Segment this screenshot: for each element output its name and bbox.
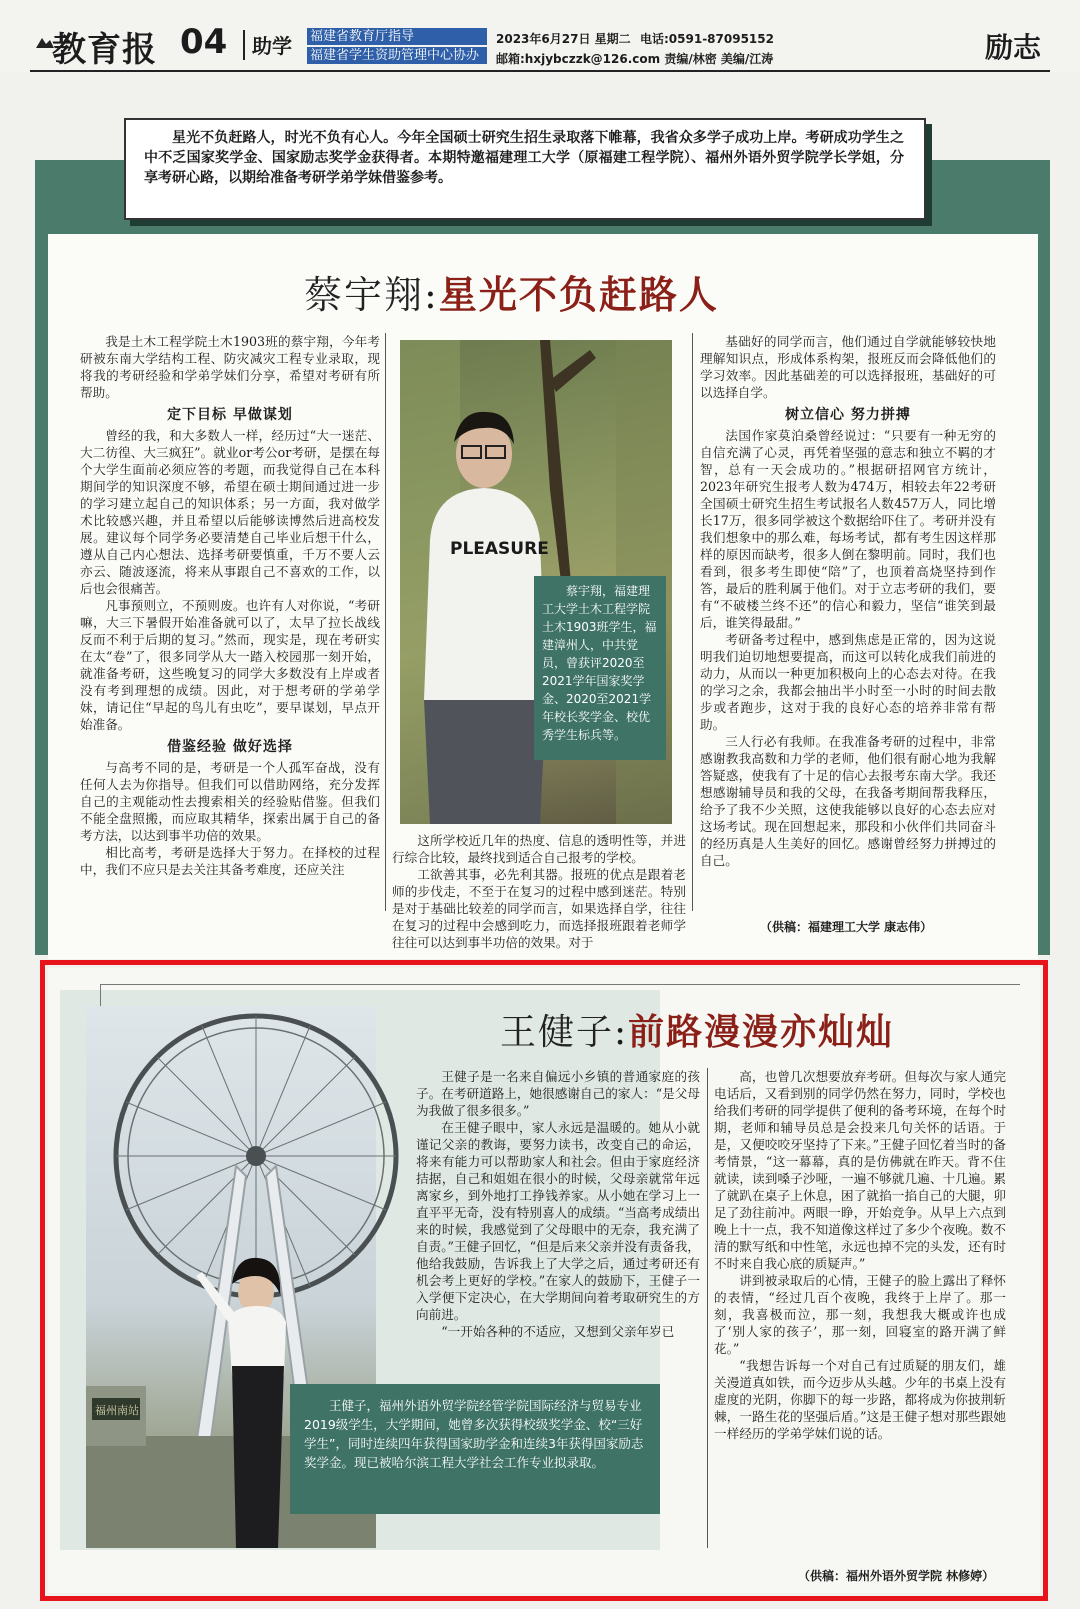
article2-headline: 前路漫漫亦灿灿 [628, 1011, 895, 1053]
section-name: 助学 [252, 34, 292, 58]
article1-name: 蔡宇翔 [304, 273, 425, 317]
article1-paragraph: 我是土木工程学院土木1903班的蔡宇翔，今年考研被东南大学结构工程、防灾减灾工程专业录取，现将我的考研经验和学弟学妹们分享，希望对考研有所帮助。 [80, 334, 380, 400]
station-sign: 福州南站 [95, 1404, 139, 1417]
article1-subhead: 树立信心 努力拼搏 [785, 407, 911, 423]
sponsor-list [307, 28, 487, 66]
contact-line: 邮箱:hxjybczzk@126.com 责编/林密 美编/江涛 [496, 52, 774, 66]
article1-subhead: 定下目标 早做谋划 [167, 407, 293, 423]
intro-text: 星光不负赶路人，时光不负有心人。今年全国硕士研究生招生录取落下帷幕，我省众多学子成功上岸。考研成功学生之中不乏国家奖学金、国家励志奖学金获得者。本期特邀福建理工大学（原福建工程学院）、福州外语外贸学院学长学姐，分享考研心路，以期给准备考研学弟学妹借鉴参考。 [144, 130, 904, 186]
article1-credit: （供稿：福建理工大学 康志伟） [760, 920, 933, 934]
masthead-divider [243, 30, 245, 60]
article2-paragraph: “一开始各种的不适应，又想到父亲年岁已 [441, 1324, 675, 1339]
article1-paragraph: 考研备考过程中，感到焦虑是正常的，因为这说明我们迫切地想要提高，而这可以转化成我们前进的动力，从而以一种更加积极向上的心态去对待。在我的学习之余，我都会抽出半小时至一小时的时间去散步或者跑步，这对于我的良好心态的培养非常有帮助。 [700, 632, 996, 732]
article1-paragraph: 法国作家莫泊桑曾经说过：“只要有一种无穷的自信充满了心灵，再凭着坚强的意志和独立不羁的才智，总有一天会成功的。”根据研招网官方统计，2023年研究生报考人数为474万，相较去年22考研全国硕士研究生招生考试报名人数457万人，同比增长17万，很多同学被这个数据给吓住了。考研并没有我们想象中的那么难，每场考试，都有考生因这样那样的原因而缺考，很多人倒在黎明前。同时，我们也看到，很多考生即使“陪”了，也顶着高烧坚持到作答，最后的胜利属于他们。对于立志考研的我们，要有“不破楼兰终不还”的信心和毅力，坚信“谁笑到最后，谁笑得最甜。” [700, 428, 996, 630]
article1-column-3 [700, 333, 996, 913]
article1-paragraph: 凡事预则立，不预则废。也许有人对你说，“考研嘛，大三下暑假开始准备就可以了，太早了拉长战线反而不利于后期的复习。”然而，现实是，现在考研实在太“卷”了，很多同学从大一踏入校园那一刻开始，就准备考研，这些晚复习的同学大多数没有上岸或者没有考到理想的成绩。因此，对于想考研的学弟学妹，请记住“早起的鸟儿有虫吃”，要早谋划，早点开始准备。 [80, 598, 380, 732]
article1-paragraph: 与高考不同的是，考研是一个人孤军奋战，没有任何人去为你指导。但我们可以借助网络，充分发挥自己的主观能动性去搜索相关的经验贴借鉴。但我们不能全盘照搬，而应取其精华，探索出属于自己的备考方法，以达到事半功倍的效果。 [80, 760, 380, 843]
column-name: 励志 [985, 31, 1042, 64]
article1-headline: 星光不负赶路人 [438, 272, 719, 317]
article1-subhead: 借鉴经验 做好选择 [167, 739, 293, 755]
article2-photo-caption: 王健子，福州外语外贸学院经管学院国际经济与贸易专业2019级学生，大学期间，她曾多次获得校级奖学金、校“三好学生”，同时连续四年获得国家助学金和连续3年获得国家励志奖学金。现已被哈尔滨工程大学社会工作专业拟录取。 [290, 1384, 660, 1514]
sponsor-guide: 福建省教育厅指导 [307, 28, 487, 45]
article2-name: 王健子 [500, 1012, 615, 1053]
paper-name: 教育报 [52, 30, 157, 70]
article1-photo-caption: 蔡宇翔，福建理工大学土木工程学院土木1903班学生，福建漳州人，中共党员，曾获评2020至2021学年国家奖学金、2020至2021学年校长奖学金、校优秀学生标兵等。 [534, 576, 666, 760]
article2-title-colon: : [614, 1012, 629, 1053]
article1-column-2 [392, 832, 686, 950]
masthead-rule [30, 70, 1050, 72]
article1-paragraph: 工欲善其事，必先利其器。报班的优点是跟着老师的步伐走，不至于在复习的过程中感到迷茫。特别是对于基础比较差的同学而言，如果选择自学，往往在复习的过程中会感到吃力，而选择报班跟着老师学往往可以达到事半功倍的效果。对于 [392, 867, 686, 950]
phone: 电话:0591-87095152 [640, 32, 774, 46]
article2-paragraph: 讲到被录取后的心情，王健子的脸上露出了释怀的表情，“经过几百个夜晚，我终于上岸了。那一刻，我喜极而泣，那一刻，我想我大概或许也成了‘别人家的孩子’，那一刻，回寝室的路开满了鲜花。” [714, 1273, 1006, 1356]
article1-paragraph: 基础好的同学而言，他们通过自学就能够较快地理解知识点，形成体系构架，报班反而会降低他们的学习效率。因此基础差的可以选择报班，基础好的可以选择自学。 [700, 334, 996, 400]
article2-paragraph: 高，也曾几次想要放弃考研。但每次与家人通完电话后，又看到别的同学仍然在努力，同时，学校也给我们考研的同学提供了便利的备考环境，在每个时期，老师和辅导员总是会投来几句关怀的话语。于是，又便咬咬牙坚持了下来。”王健子回忆着当时的备考情景，“这一幕幕，真的是仿佛就在昨天。背不住就读，读到嗓子沙哑，一遍不够就几遍、十几遍。累了就趴在桌子上休息，困了就掐一掐自己的大腿，卯足了劲往前冲。两眼一睁，开始竞争。从早上六点到晚上十一点，我不知道像这样过了多少个夜晚。数不清的默写纸和中性笔，永远也掉不完的头发，还有时不时来自我心底的质疑声。” [714, 1069, 1006, 1271]
article2-paragraph: “我想告诉每一个对自己有过质疑的朋友们，雄关漫道真如铁，而今迈步从头越。少年的书桌上没有虚度的光阴，你脚下的每一步路，都将成为你披荆斩棘，一路生花的坚强后盾。”这是王健子想对那些跟她一样经历的学弟学妹们说的话。 [714, 1358, 1006, 1441]
column-rule [385, 333, 386, 911]
dateline: 2023年6月27日 星期二 [496, 32, 631, 46]
article1-paragraph: 曾经的我，和大多数人一样，经历过“大一迷茫、大二彷徨、大三疯狂”。就业or考公or考研，是摆在每个大学生面前必须应答的考题，而我觉得自己在本科期间学的知识深度不够，希望在硕士期间通过进一步的学习建立起自己的知识体系；另一方面，我对做学术比较感兴趣，并且希望以后能够读博然后进高校发展。建议每个同学务必要清楚自己毕业后想干什么，遵从自己内心想法、选择考研要慎重，千万不要人云亦云、随波逐流，将来从事跟自己不喜欢的工作，以后也会很痛苦。 [80, 428, 380, 596]
article2-paragraph: 在王健子眼中，家人永远是温暖的。她从小就谨记父亲的教诲，要努力读书，改变自己的命运，将来有能力可以帮助家人和社会。但由于家庭经济拮据，自己和姐姐在很小的时候，父母亲就常年远离家乡，到外地打工挣钱养家。从小她在学习上一直平平无奇，没有特别喜人的成绩。“当高考成绩出来的时候，我感觉到了父母眼中的无奈，我充满了自责。”王健子回忆，“但是后来父亲并没有责备我，他给我鼓励，告诉我上了大学之后，通过考研还有机会考上更好的学校。”在家人的鼓励下，王健子一入学便下定决心，在大学期间向着考取研究生的方向前进。 [416, 1120, 700, 1322]
article2-paragraph: 王健子是一名来自偏远小乡镇的普通家庭的孩子。在考研道路上，她很感谢自己的家人：“是父母为我做了很多很多。” [416, 1069, 700, 1118]
article1-title [304, 264, 719, 319]
article1-column-1 [80, 333, 380, 911]
sponsor-co-organizer: 福建省学生资助管理中心协办 [307, 47, 487, 64]
highlight-frame [40, 960, 1048, 1601]
article1-paragraph: 这所学校近几年的热度、信息的透明性等，并进行综合比较，最终找到适合自己报考的学校。 [392, 833, 686, 865]
article1-paragraph: 相比高考，考研是选择大于努力。在择校的过程中，我们不应只是去关注其备考难度，还应关注 [80, 845, 380, 877]
shirt-text: PLEASURE [450, 539, 549, 559]
column-rule [692, 333, 693, 911]
article1-paragraph: 三人行必有我师。在我准备考研的过程中，非常感谢教我高数和力学的老师，他们很有耐心地为我解答疑惑，使我有了十足的信心去报考东南大学。我还想感谢辅导员和我的父母，在我备考期间帮我释压，给予了我不少关照，这使我能够以良好的心态去应对这场考试。现在回想起来，那段和小伙伴们共同奋斗的经历真是人生美好的回忆。感谢曾经努力拼搏过的自己。 [700, 734, 996, 868]
article1-title-colon: : [424, 273, 439, 317]
article2-credit: （供稿：福州外语外贸学院 林修婷） [798, 1569, 995, 1583]
page-number: 04 [180, 22, 228, 62]
